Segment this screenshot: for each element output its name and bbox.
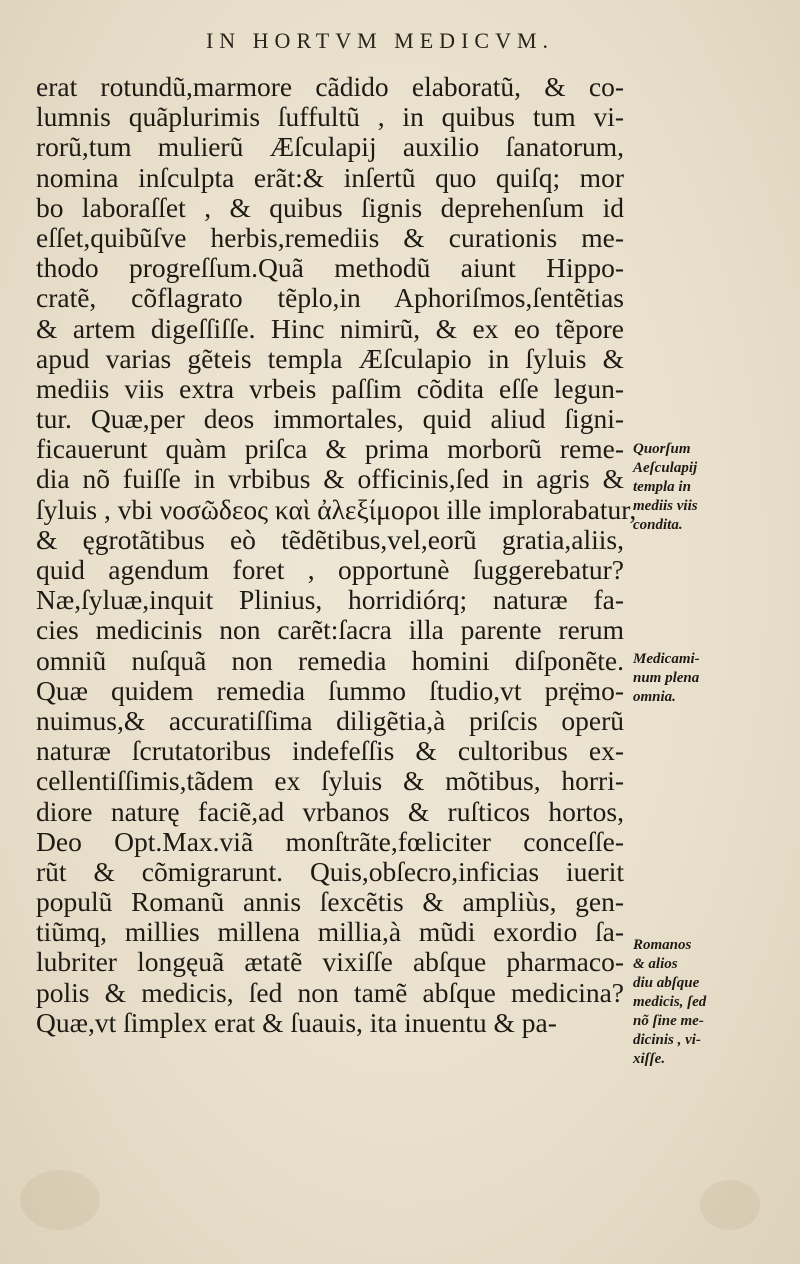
running-head: IN HORTVM MEDICVM.: [205, 28, 555, 53]
text-line: nuimus,& accuratiſſima diligẽtia,à priſcis operũ: [36, 704, 624, 736]
margin-note-line: dicinis , vi-: [633, 1032, 701, 1048]
paper-stain: [700, 1180, 760, 1230]
margin-note-medicines: [633, 650, 743, 707]
text-line: lubriter longęuã ætatẽ vixiſſe abſque pharmaco-: [36, 946, 624, 978]
text-line: tiũmq, millies millena millia,à mũdi exordio ſa-: [36, 916, 624, 948]
margin-note-temples: [633, 440, 743, 535]
margin-note-line: medicis, ſed: [633, 994, 707, 1010]
text-line: naturæ ſcrutatoribus indefeſſis & cultoribus ex-: [36, 735, 624, 767]
text-line: tur. Quæ,per deos immortales, quid aliud ſigni-: [36, 403, 624, 435]
text-line: populũ Romanũ annis ſexcẽtis & ampliùs, gen-: [36, 886, 624, 918]
text-line: ficauerunt quàm priſca & prima morborũ reme-: [36, 433, 624, 465]
text-line: lumnis quãplurimis ſuffultũ , in quibus tum vi-: [36, 101, 624, 133]
main-text-block: [36, 71, 637, 1038]
margin-note-line: Romanos: [633, 937, 692, 953]
text-line: dia nõ fuiſſe in vrbibus & officinis,ſed in agris &: [36, 463, 624, 495]
margin-note-romans: [633, 936, 743, 1069]
margin-note-line: xiſſe.: [633, 1051, 666, 1067]
text-line: diore naturę faciẽ,ad vrbanos & ruſticos hortos,: [36, 795, 624, 827]
text-line: apud varias gẽteis templa Æſculapio in ſyluis &: [36, 342, 624, 374]
margin-note-line: Medicami-: [633, 651, 700, 667]
margin-note-line: mediis viis: [633, 498, 698, 514]
text-line: cratẽ, cõflagrato tẽplo,in Aphoriſmos,ſentẽtias: [36, 282, 624, 314]
text-line: ſyluis , vbi νοσῶδεος καὶ ἀλεξίμοροι ille implorabatur,: [36, 493, 637, 525]
text-line: nomina inſculpta erãt:& inſertũ quo quiſq; mor: [36, 161, 624, 193]
text-line: thodo progreſſum.Quã methodũ aiunt Hippo-: [36, 252, 624, 284]
text-line: cellentiſſimis,tãdem ex ſyluis & mõtibus, horri-: [36, 765, 624, 797]
text-line: cies medicinis non carẽt:ſacra illa parente rerum: [36, 614, 624, 646]
margin-note-line: & alios: [633, 956, 678, 972]
text-line: Næ,ſyluæ,inquit Plinius, horridiórq; naturæ fa-: [36, 584, 624, 616]
text-line: Quæ quidem remedia ſummo ſtudio,vt prę̈mo-: [36, 674, 624, 706]
text-line: Deo Opt.Max.viã monſtrãte,fœliciter conceſſe-: [36, 825, 624, 857]
text-line: quid agendum foret , opportunè ſuggerebatur?: [36, 554, 624, 585]
text-line: rorũ,tum mulierũ Æſculapij auxilio ſanatorum,: [36, 131, 624, 163]
text-line: eſſet,quibũſve herbis,remediis & curationis me-: [36, 221, 624, 253]
paper-stain: [20, 1170, 100, 1230]
margin-note-line: Aeſculapij: [633, 460, 698, 476]
text-line: omniũ nuſquã non remedia homini diſponẽte.: [36, 644, 624, 676]
text-line: mediis viis extra vrbeis paſſim cõdita eſſe legun-: [36, 372, 624, 404]
text-line: polis & medicis, ſed non tamẽ abſque medicina?: [36, 976, 624, 1008]
text-line: bo laboraſſet , & quibus ſignis deprehenſum id: [36, 191, 624, 223]
margin-note-line: nõ ſine me-: [633, 1013, 704, 1029]
margin-note-line: Quorſum: [633, 441, 691, 457]
margin-note-line: omnia.: [633, 689, 676, 705]
margin-note-line: condita.: [633, 517, 683, 533]
text-line: erat rotundũ,marmore cãdido elaboratũ, & co-: [36, 71, 624, 102]
text-line: Quæ,vt ſimplex erat & ſuauis, ita inuentu & pa-: [36, 1006, 557, 1038]
margin-note-line: diu abſque: [633, 975, 700, 991]
text-line: & ęgrotãtibus eò tẽdẽtibus,vel,eorũ gratia,aliis,: [36, 523, 624, 555]
margin-note-line: num plena: [633, 670, 700, 686]
text-line: rũt & cõmigrarunt. Quis,obſecro,inficias iuerit: [36, 855, 624, 887]
margin-note-line: templa in: [633, 479, 691, 495]
text-line: & artem digeſſiſſe. Hinc nimirũ, & ex eo tẽpore: [36, 312, 624, 344]
